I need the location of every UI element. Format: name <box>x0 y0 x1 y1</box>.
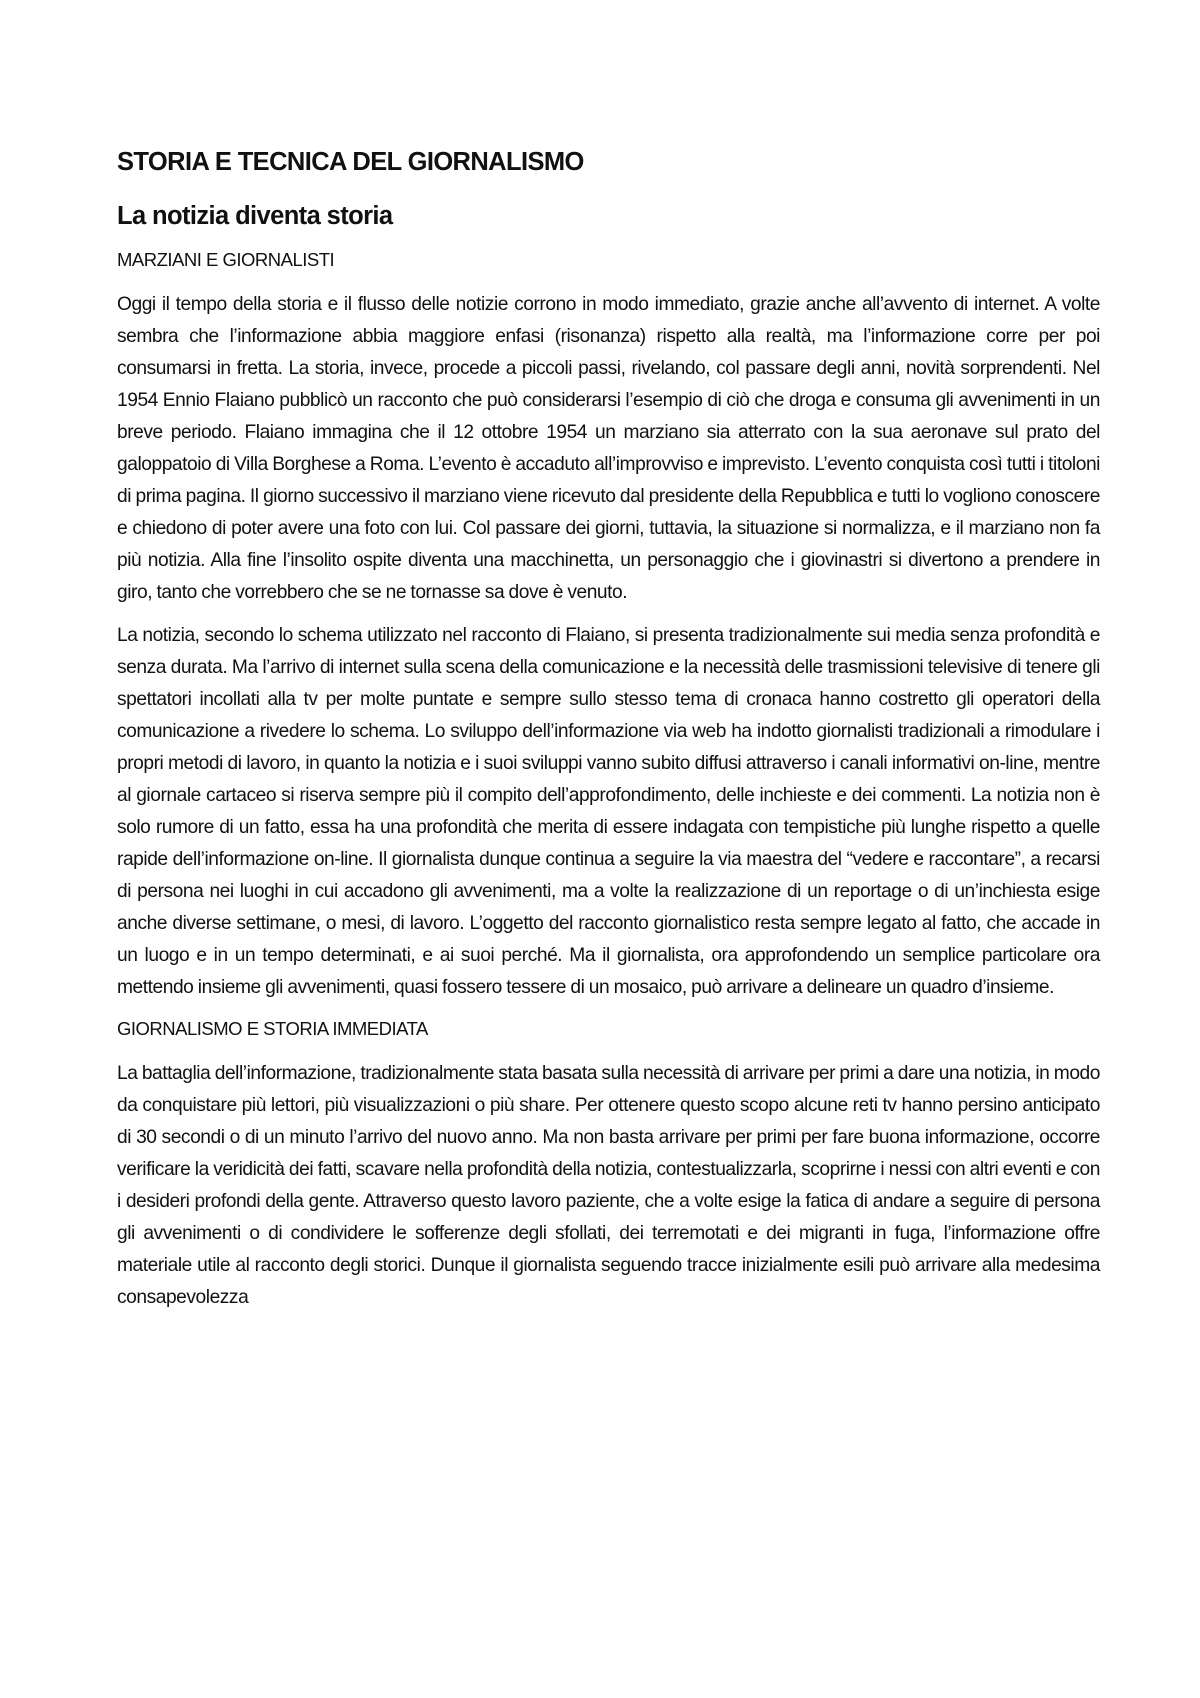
section-heading-marziani: MARZIANI E GIORNALISTI <box>117 249 335 270</box>
document-title: STORIA E TECNICA DEL GIORNALISMO <box>117 148 584 176</box>
section-heading-storia-immediata: GIORNALISMO E STORIA IMMEDIATA <box>117 1018 428 1039</box>
paragraph-storia-immediata-1: La battaglia dell’informazione, tradizionalmente stata basata sulla necessità di arrivare per primi a dare una notizia, in modo da conquistare più lettori, più visualizzazioni o più share. Per ottenere questo scopo alcune reti tv hanno persino anticipato di 30 secondi o di un minuto l’arrivo del nuovo anno. Ma non basta arrivare per primi per fare buona informazione, occorre verificare la veridicità dei fatti, scavare nella profondità della notizia, contestualizzarla, scoprirne i nessi con altri eventi e con i desideri profondi della gente. Attraverso questo lavoro paziente, che a volte esige la fatica di andare a seguire di persona gli avvenimenti o di condividere le sofferenze degli sfollati, dei terremotati e dei migranti in fuga, l’informazione offre materiale utile al racconto degli storici. Dunque il giornalista seguendo tracce inizialmente esili può arrivare alla medesima consapevolezza <box>117 1063 1100 1308</box>
paragraph-marziani-1: Oggi il tempo della storia e il flusso delle notizie corrono in modo immediato, grazie anche all’avvento di internet. A volte sembra che l’informazione abbia maggiore enfasi (risonanza) rispetto alla realtà, ma l’informazione corre per poi consumarsi in fretta. La storia, invece, procede a piccoli passi, rivelando, col passare degli anni, novità sorprendenti. Nel 1954 Ennio Flaiano pubblicò un racconto che può considerarsi l’esempio di ciò che droga e consuma gli avvenimenti in un breve periodo. Flaiano immagina che il 12 ottobre 1954 un marziano sia atterrato con la sua aeronave sul prato del galoppatoio di Villa Borghese a Roma. L’evento è accaduto all’improvviso e imprevisto. L’evento conquista così tutti i titoloni di prima pagina. Il giorno successivo il marziano viene ricevuto dal presidente della Repubblica e tutti lo vogliono conoscere e chiedono di poter avere una foto con lui. Col passare dei giorni, tuttavia, la situazione si normalizza, e il marziano non fa più notizia. Alla fine l’insolito ospite diventa una macchinetta, un personaggio che i giovinastri si divertono a prendere in giro, tanto che vorrebbero che se ne tornasse sa dove è venuto. <box>117 294 1100 603</box>
document-body <box>117 146 1100 1325</box>
document-subtitle: La notizia diventa storia <box>117 202 393 230</box>
paragraph-marziani-2: La notizia, secondo lo schema utilizzato nel racconto di Flaiano, si presenta tradizionalmente sui media senza profondità e senza durata. Ma l’arrivo di internet sulla scena della comunicazione e la necessità delle trasmissioni televisive di tenere gli spettatori incollati alla tv per molte puntate e sempre sullo stesso tema di cronaca hanno costretto gli operatori della comunicazione a rivedere lo schema. Lo sviluppo dell’informazione via web ha indotto giornalisti tradizionali a rimodulare i propri metodi di lavoro, in quanto la notizia e i suoi sviluppi vanno subito diffusi attraverso i canali informativi on-line, mentre al giornale cartaceo si riserva sempre più il compito dell’approfondimento, delle inchieste e dei commenti. La notizia non è solo rumore di un fatto, essa ha una profondità che merita di essere indagata con tempistiche più lunghe rispetto a quelle rapide dell’informazione on-line. Il giornalista dunque continua a seguire la via maestra del “vedere e raccontare”, a recarsi di persona nei luoghi in cui accadono gli avvenimenti, ma a volte la realizzazione di un reportage o di un’inchiesta esige anche diverse settimane, o mesi, di lavoro. L’oggetto del racconto giornalistico resta sempre legato al fatto, che accade in un luogo e in un tempo determinati, e ai suoi perché. Ma il giornalista, ora approfondendo un semplice particolare ora mettendo insieme gli avvenimenti, quasi fossero tessere di un mosaico, può arrivare a delineare un quadro d’insieme. <box>117 625 1100 998</box>
